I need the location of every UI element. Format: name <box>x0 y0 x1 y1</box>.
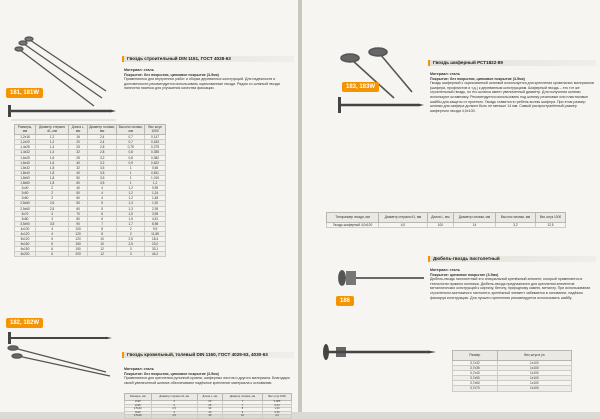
table-cell: 2 <box>36 186 69 191</box>
table-cell: 3,2 <box>496 223 536 228</box>
table-cell: 0,7 <box>117 140 145 145</box>
table-cell: 1,92 <box>145 201 166 206</box>
table-cell: 2 <box>151 401 197 405</box>
table-cell: 90 <box>69 221 88 226</box>
builder-material: Материал: сталь <box>124 68 154 72</box>
table-cell: 14 <box>453 223 495 228</box>
table-cell: 0,75 <box>117 145 145 150</box>
table-cell: 0,811 <box>145 170 166 175</box>
table-cell: 32 <box>69 150 88 155</box>
table-cell: 50 <box>69 201 88 206</box>
table-cell: 2 <box>151 404 197 408</box>
col-header: Размеры, мм <box>125 394 152 401</box>
table-cell: 2х25 <box>125 404 152 408</box>
table-cell: 32 <box>197 408 222 412</box>
builder-title: Гвоздь строительный DIN 1151, ГОСТ 4028-63 <box>122 56 294 62</box>
table-cell: 1,4 <box>36 150 69 155</box>
table-cell: 3 <box>151 411 197 415</box>
col-header: Высота головки, мм <box>496 213 536 223</box>
table-cell: 6х200 <box>15 252 36 257</box>
dowel-table-header <box>453 351 572 361</box>
table-cell: 150 <box>69 242 88 247</box>
table-cell: 100 <box>69 226 88 231</box>
table-cell: 1,48 <box>145 196 166 201</box>
table-cell: 4,51 <box>145 216 166 221</box>
table-cell: 12 <box>88 252 117 257</box>
builder-nail-drawing <box>6 100 118 124</box>
table-cell: 6 <box>36 252 69 257</box>
roofing-description <box>124 367 292 385</box>
table-cell: 1,8 <box>36 170 69 175</box>
table-cell: 1х100 <box>497 386 571 391</box>
table-cell: 6 <box>88 211 117 216</box>
table-cell: 2,8 <box>88 150 117 155</box>
col-header: Размеры, мм <box>15 125 36 135</box>
table-cell: 2х40 <box>15 186 36 191</box>
table-cell: 2,8 <box>88 145 117 150</box>
builder-table <box>14 124 166 257</box>
table-cell: 11,85 <box>145 231 166 236</box>
table-cell: 3,5 <box>36 221 69 226</box>
roofing-table <box>124 393 292 419</box>
table-cell: 1,2 <box>145 181 166 186</box>
slate-text: Гвоздь шиферный с оцинкованной шляпкой используется для крепления кровельных материалов (шифера, профлистов и т.д.) к деревянным конструкциям. Шиферный гвоздь – это тот же строительный гвоздь, но его шляпка имеет увеличенный диаметр. Для получения шляпки используют штамповку. Рекомендуется использовать под шляпку резиновые или пластиковые шайбы для защиты от протечек. Гвоздь ставится в гребень волны шифера. При этом размер шляпки для шифера должен быть не меньше 14 мм. Самый распространённый размер шиферного гвоздя 4,0х100. <box>430 81 594 113</box>
table-cell: 4х120 <box>15 231 36 236</box>
table-cell: 1,015 <box>145 175 166 180</box>
table-cell: 0,8 <box>117 150 145 155</box>
table-cell: 1,8х40 <box>15 170 36 175</box>
table-cell: 10 <box>88 242 117 247</box>
table-cell: 3х40 <box>125 411 152 415</box>
slate-table-header <box>327 213 566 223</box>
table-cell: 5х120 <box>15 237 36 242</box>
dowel-material: Материал: сталь <box>430 268 460 272</box>
table-cell: 3х70 <box>15 211 36 216</box>
col-header: Типоразмер гвоздя, мм <box>327 213 379 223</box>
roofing-nails-illustration <box>6 342 114 382</box>
table-cell: 60 <box>69 196 88 201</box>
table-cell: 4х100 <box>15 226 36 231</box>
table-cell: 3,7х35 <box>453 366 498 371</box>
dowel-nails-illustration <box>332 258 432 292</box>
table-cell: 3,7х32 <box>453 361 498 366</box>
col-header: Диаметр стержня d1, мм <box>379 213 428 223</box>
col-header: Длина L, мм <box>427 213 453 223</box>
table-cell: 2х60 <box>15 196 36 201</box>
builder-text: Применяются для внутренних работ и сборки деревянных конструкций. Для надежности и долговечности рекомендуется использовать оцинкованные гвозди. Рядом со шляпкой гвоздя нанесена насечка для улучшения качества фиксации. <box>124 77 280 91</box>
col-header: Диаметр стержня d1, мм <box>151 394 197 401</box>
table-row <box>327 223 566 228</box>
table-cell: 1,3 <box>117 201 145 206</box>
table-cell: 1,2 <box>117 191 145 196</box>
table-cell: 9,9 <box>145 226 166 231</box>
table-cell: 10 <box>88 237 117 242</box>
table-cell: 1,4 <box>36 145 69 150</box>
table-cell: 2,4 <box>88 140 117 145</box>
col-header: Вес штук 1000 <box>145 125 166 135</box>
table-cell: 0,183 <box>145 140 166 145</box>
table-cell: 12,5 <box>535 223 565 228</box>
table-cell: 10 <box>222 415 262 419</box>
col-header: Диаметр головки, мм <box>222 394 262 401</box>
table-cell: 1х100 <box>497 366 571 371</box>
table-cell: 0,382 <box>145 155 166 160</box>
builder-description <box>124 68 292 91</box>
table-cell: 3,2 <box>88 160 117 165</box>
table-cell: 100 <box>427 223 453 228</box>
table-row <box>15 252 166 257</box>
slate-table <box>326 212 566 228</box>
table-cell: 4,0 <box>379 223 428 228</box>
table-cell: 4 <box>88 186 117 191</box>
table-cell: 40 <box>69 160 88 165</box>
table-cell: 1,2 <box>117 186 145 191</box>
slate-title: Гвоздь шиферный РСТ1822-89 <box>428 60 596 66</box>
table-cell: 32 <box>69 165 88 170</box>
table-cell: 50 <box>69 175 88 180</box>
table-cell: 150 <box>69 247 88 252</box>
table-cell: 2,5 <box>36 201 69 206</box>
table-cell: 0,355 <box>145 150 166 155</box>
dowel-text: Дюбель-гвоздь пистолетный это специальный крепёжный элемент, который применяется в технологии прямого монтажа. Дюбель-гвоздь предназначен для крепления элементов металлических конструкций к кирпичу, бетону, природному камню, металлу. При использовании строительно-монтажного пистолета, крепёжный элемент забивается в основание, надёжно фиксируя конструкцию. Для лучшего крепления рекомендуется использовать шайбу. <box>430 277 591 300</box>
table-cell: 2,5х50 <box>15 201 36 206</box>
table-cell: 0,485 <box>263 401 292 405</box>
col-header: Диаметр стержня d1, мм <box>36 125 69 135</box>
table-cell: 0,99 <box>145 186 166 191</box>
table-cell: 1х100 <box>497 376 571 381</box>
table-cell: 40 <box>197 411 222 415</box>
col-header: Вес штук 1000 <box>263 394 292 401</box>
table-cell: 3,7х60 <box>453 381 498 386</box>
col-header: Длина L, мм <box>197 394 222 401</box>
table-cell: 1,2х16 <box>15 135 36 140</box>
table-cell: 3,5 <box>88 170 117 175</box>
table-cell: 25 <box>69 145 88 150</box>
table-cell: 2,4 <box>88 135 117 140</box>
table-cell: 3,7х40 <box>453 371 498 376</box>
table-cell: 1,2 <box>36 135 69 140</box>
dowel-nail-drawing <box>320 340 440 364</box>
table-cell: 60 <box>69 206 88 211</box>
table-cell: 2,36 <box>263 411 292 415</box>
table-cell: 1 <box>117 165 145 170</box>
table-cell: 2,5 <box>117 242 145 247</box>
table-cell: 200 <box>69 252 88 257</box>
col-header: Вес штук в уп <box>497 351 571 361</box>
dowel-table <box>452 350 572 392</box>
table-cell: 1,4х25 <box>15 145 36 150</box>
left-page <box>0 0 298 417</box>
table-cell: 3 <box>36 216 69 221</box>
table-cell: 7 <box>222 401 262 405</box>
table-cell: 0,275 <box>145 145 166 150</box>
table-cell: 0,9 <box>117 160 145 165</box>
dowel-title: Дюбель-гвоздь пистолетный <box>428 256 596 262</box>
table-cell: 5 <box>36 242 69 247</box>
table-cell: 40 <box>69 170 88 175</box>
table-cell: 8 <box>222 408 262 412</box>
table-cell: 2х50 <box>15 191 36 196</box>
table-cell: 3,5 <box>88 181 117 186</box>
table-cell: 5 <box>88 206 117 211</box>
table-cell: 4 <box>36 226 69 231</box>
table-cell: 1,6 <box>36 155 69 160</box>
table-cell: 2х20 <box>125 401 152 405</box>
table-cell: 25 <box>197 404 222 408</box>
table-cell: 3,95 <box>145 211 166 216</box>
table-cell: 1,5 <box>117 216 145 221</box>
slate-nails-illustration <box>332 44 422 104</box>
table-cell: 1х100 <box>497 361 571 366</box>
table-cell: 50 <box>69 191 88 196</box>
table-cell: 4 <box>88 191 117 196</box>
table-cell: 80 <box>69 216 88 221</box>
table-cell: 2,5 <box>117 237 145 242</box>
table-cell: 44,2 <box>145 252 166 257</box>
col-header: Длина L, мм <box>69 125 88 135</box>
table-cell: 8 <box>88 226 117 231</box>
table-cell: 1,8 <box>36 165 69 170</box>
roofing-nail-drawing <box>6 330 114 346</box>
table-cell: 3х80 <box>15 216 36 221</box>
roofing-material: Материал: сталь <box>124 367 154 371</box>
table-cell: 1,23 <box>263 408 292 412</box>
table-cell: 3,5 <box>88 165 117 170</box>
table-cell: 5 <box>88 201 117 206</box>
table-cell: 6х150 <box>15 247 36 252</box>
table-cell: 1,6х40 <box>15 160 36 165</box>
table-cell: 3 <box>117 252 145 257</box>
table-cell: 1х100 <box>497 371 571 376</box>
table-cell: 4 <box>88 196 117 201</box>
table-cell: 120 <box>69 237 88 242</box>
roofing-code-tag: 182, 182W <box>6 318 43 328</box>
slate-coating: Покрытие: без покрытия, цинковое покрытие (3-5мк) <box>430 76 525 81</box>
table-cell: 1,8 <box>36 181 69 186</box>
table-cell: 1 <box>117 175 145 180</box>
table-cell: 3,2 <box>263 415 292 419</box>
table-cell: 5х150 <box>15 242 36 247</box>
table-cell: 3,5х40 <box>125 415 152 419</box>
table-cell: 1,5 <box>117 211 145 216</box>
col-header: Высота головки, мм <box>117 125 145 135</box>
table-cell: 1,24 <box>145 191 166 196</box>
table-cell: 3 <box>117 247 145 252</box>
table-cell: 0,147 <box>145 135 166 140</box>
table-cell: 0,7 <box>117 135 145 140</box>
table-cell: 20 <box>197 401 222 405</box>
table-cell: 0,63 <box>263 404 292 408</box>
builder-code-tag: 181, 181W <box>6 88 43 98</box>
table-cell: 1,8 <box>36 175 69 180</box>
table-cell: 6 <box>36 247 69 252</box>
table-cell: 1,3 <box>117 206 145 211</box>
table-cell: 1,7 <box>117 221 145 226</box>
table-cell: 3 <box>36 211 69 216</box>
dowel-coating: Покрытие: цинковое покрытие (3-5мк) <box>430 272 499 277</box>
table-cell: 3,5 <box>88 175 117 180</box>
table-cell: 1,4х32 <box>15 150 36 155</box>
table-cell: 5 <box>36 237 69 242</box>
table-cell: 2,5 <box>151 408 197 412</box>
table-cell: 18,4 <box>145 237 166 242</box>
builder-table-header <box>15 125 166 135</box>
table-cell: 7 <box>222 404 262 408</box>
col-header: Диаметр головки, мм <box>453 213 495 223</box>
col-header: Вес штук 1000 <box>535 213 565 223</box>
roofing-text: Применяются для крепления рулонной кровли, шиферных листов и другого материала. Благодаря своей увеличенной шляпке обеспечивают надёжное крепление материала к основанию. <box>124 376 290 385</box>
table-cell: 2 <box>36 196 69 201</box>
col-header: Размер <box>453 351 498 361</box>
table-cell: 0,65 <box>145 165 166 170</box>
slate-description <box>430 72 594 113</box>
slate-material: Материал: сталь <box>430 72 460 76</box>
table-cell: 40 <box>69 186 88 191</box>
roofing-title: Гвоздь кровельный, толевый DIN 1160, ГОСТ 4029-63, 4030-63 <box>122 352 294 358</box>
table-cell: 70 <box>69 211 88 216</box>
table-cell: 2,5х32 <box>125 408 152 412</box>
table-cell: 1 <box>117 181 145 186</box>
right-page <box>302 0 600 412</box>
table-cell: 33,1 <box>145 247 166 252</box>
table-cell: 3,5х90 <box>15 221 36 226</box>
table-cell: 1,8х60 <box>15 181 36 186</box>
table-cell: 20 <box>69 140 88 145</box>
table-cell: 3,2 <box>88 155 117 160</box>
table-cell: 1,8х32 <box>15 165 36 170</box>
table-cell: 120 <box>69 231 88 236</box>
table-cell: 3,7х50 <box>453 376 498 381</box>
table-cell: 1,6х25 <box>15 155 36 160</box>
table-cell: Гвоздь шиферный 4,0х100 <box>327 223 379 228</box>
table-cell: 16 <box>69 135 88 140</box>
table-cell: 0,622 <box>145 160 166 165</box>
dowel-description <box>430 268 594 300</box>
table-cell: 2,5 <box>36 206 69 211</box>
table-row <box>125 415 292 419</box>
table-row <box>453 386 572 391</box>
roofing-coating: Покрытие: без покрытия, цинковое покрытие (3-5мк) <box>124 371 219 376</box>
table-cell: 25 <box>69 155 88 160</box>
table-cell: 8 <box>88 231 117 236</box>
table-cell: 2 <box>117 226 145 231</box>
table-cell: 12 <box>88 247 117 252</box>
table-cell: 3,7х70 <box>453 386 498 391</box>
table-cell: 23,0 <box>145 242 166 247</box>
table-cell: 2,39 <box>145 206 166 211</box>
table-cell: 9 <box>222 411 262 415</box>
table-cell: 7 <box>88 221 117 226</box>
table-cell: 6 <box>88 216 117 221</box>
table-cell: 1,6 <box>36 160 69 165</box>
dowel-code-tag: 186 <box>336 296 354 306</box>
slate-nail-drawing <box>336 96 426 114</box>
table-cell: 40 <box>197 415 222 419</box>
slate-code-tag: 183, 183W <box>342 82 379 92</box>
table-cell: 2,5х60 <box>15 206 36 211</box>
col-header: Диаметр головки, мм <box>88 125 117 135</box>
table-cell: 1х100 <box>497 381 571 386</box>
table-cell: 0,8 <box>117 155 145 160</box>
table-cell: 4 <box>36 231 69 236</box>
table-cell: 1,8х50 <box>15 175 36 180</box>
table-cell: 2 <box>36 191 69 196</box>
table-cell: 1,2 <box>117 196 145 201</box>
table-cell: 6,98 <box>145 221 166 226</box>
table-cell: 1,2х20 <box>15 140 36 145</box>
table-cell: 3,5 <box>151 415 197 419</box>
table-cell: 1 <box>117 170 145 175</box>
builder-coating: Покрытие: без покрытия, цинковое покрытие (3-5мк) <box>124 72 219 77</box>
table-cell: 60 <box>69 181 88 186</box>
table-cell: 1,2 <box>36 140 69 145</box>
table-cell: 2 <box>117 231 145 236</box>
